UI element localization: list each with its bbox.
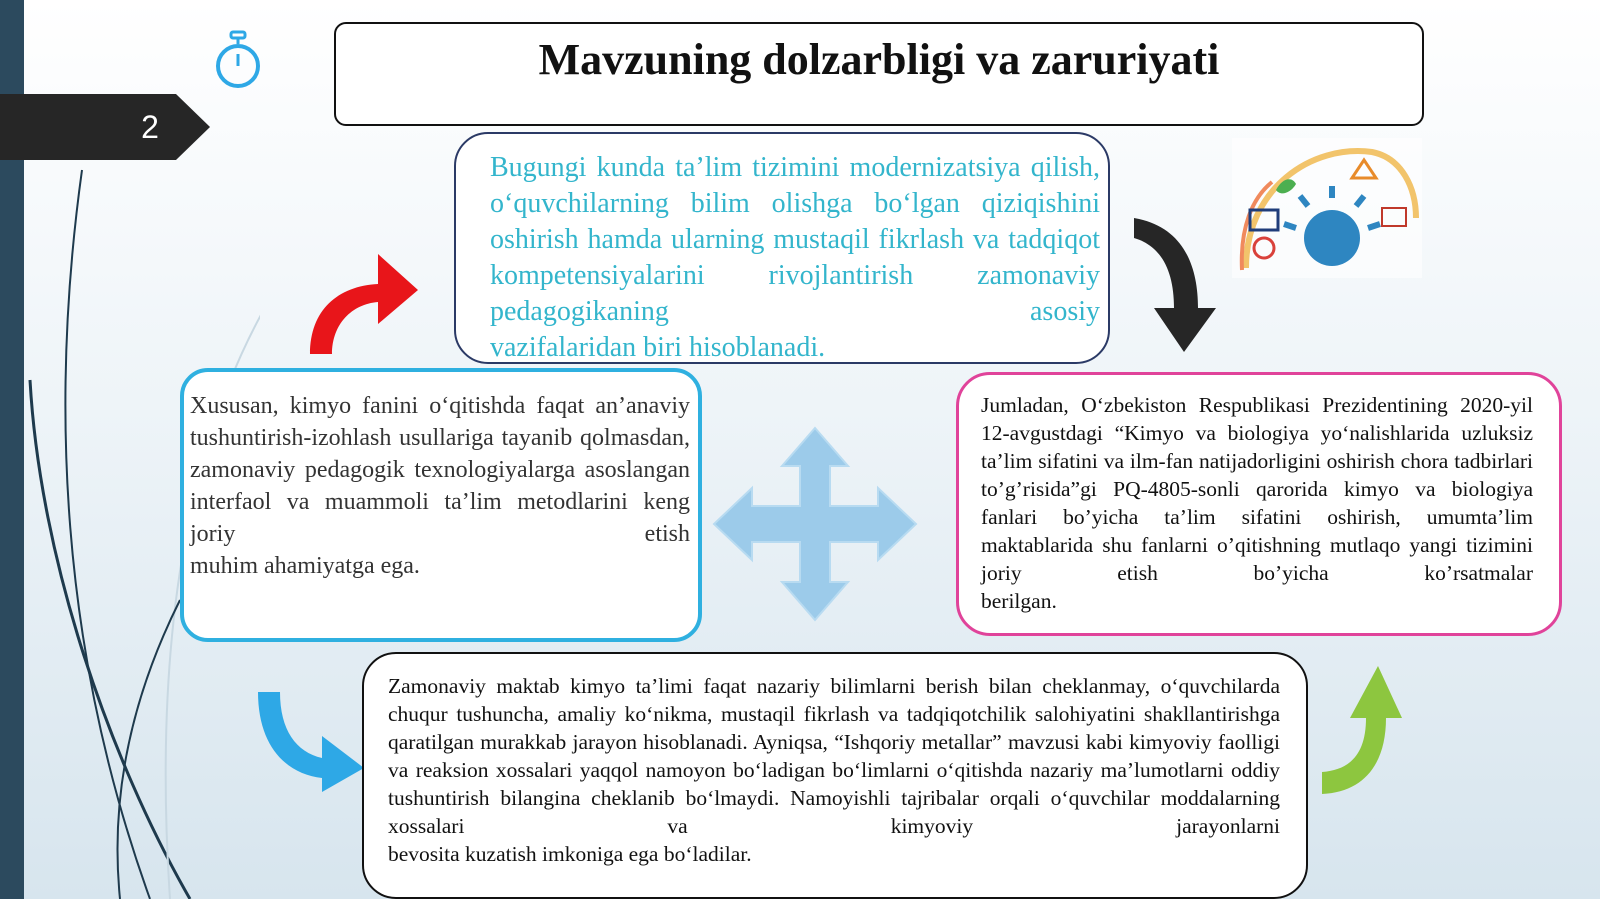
intro-text: Bugungi kunda ta’lim tizimini modernizatsiya qilish, o‘quvchilarning bilim olishga bo‘lgan qiziqishini oshirish hamda ularning mustaqil fikrlash va tadqiqot kompetensiyalarini rivojlantirish zamonaviy pedagogikaning asosiy [490, 152, 1100, 327]
curved-arrow-green-icon [1320, 664, 1404, 794]
curved-arrow-dark-icon [1132, 216, 1220, 352]
title-box [334, 22, 1424, 126]
four-way-arrows-icon [712, 426, 918, 622]
intro-text-last-line: vazifalaridan biri hisoblanadi. [490, 332, 826, 363]
decree-text: Jumladan, O‘zbekiston Respublikasi Prezidentining 2020-yil 12-avgustdagi “Kimyo va biologiya yo‘nalishlarida uzluksiz ta’lim sifatini va ilm-fan natijadorligini oshirish chora tadbirlari to’g’risida”gi PQ-4805-sonli qarorida kimyo va biologiya fanlari bo’yicha ta’lim sifatini oshirish, umumta’lim maktablarida shu fanlarni o’qitishning mutlaqo yangi tizimini joriy etish bo’yicha ko’rsatmalar [981, 393, 1533, 585]
curved-arrow-blue-icon [256, 690, 366, 792]
modern-education-text: Zamonaviy maktab kimyo ta’limi faqat nazariy bilimlarni berish bilan cheklanmay, o‘quvchilarda chuqur tushuncha, amaliy ko‘nikma, mustaqil fikrlash va tadqiqotchilik salohiyatini shakllantirishga qaratilgan murakkab jarayon hisoblanadi. Ayniqsa, “Ishqoriy metallar” mavzusi kabi kimyoviy faolligi va reaksion xossalari yaqqol namoyon bo‘ladigan bo‘limlarni o‘qitishda nazariy ma’lumotlarni oddiy tushuntirish bilangina cheklanib bo‘lmaydi. Namoyishli tajribalar orqali o‘quvchilar moddalarning xossalari va kimyoviy jarayonlarni [388, 674, 1280, 838]
slide-number: 2 [141, 109, 159, 145]
slide-number-tag [0, 94, 210, 160]
education-logo [1232, 138, 1422, 278]
stopwatch-icon [214, 30, 262, 92]
methods-text: Xususan, kimyo fanini o‘qitishda faqat an’anaviy tushuntirish-izohlash usullariga tayanib qolmasdan, zamonaviy pedagogik texnologiyalarga asoslangan interfaol va muammoli ta’lim metodlarini keng joriy etish [190, 393, 690, 547]
decree-text-last-line: berilgan. [981, 589, 1057, 613]
decree-text-box [956, 372, 1562, 636]
intro-text-box [454, 132, 1110, 364]
modern-education-text-box [362, 652, 1308, 899]
methods-text-last-line: muhim ahamiyatga ega. [190, 553, 420, 579]
page-title: Mavzuning dolzarbligi va zaruriyati [538, 35, 1220, 84]
methods-text-box [180, 368, 702, 642]
curved-arrow-red-icon [308, 250, 420, 354]
modern-education-text-last-line: bevosita kuzatish imkoniga ega bo‘ladilar. [388, 842, 752, 866]
